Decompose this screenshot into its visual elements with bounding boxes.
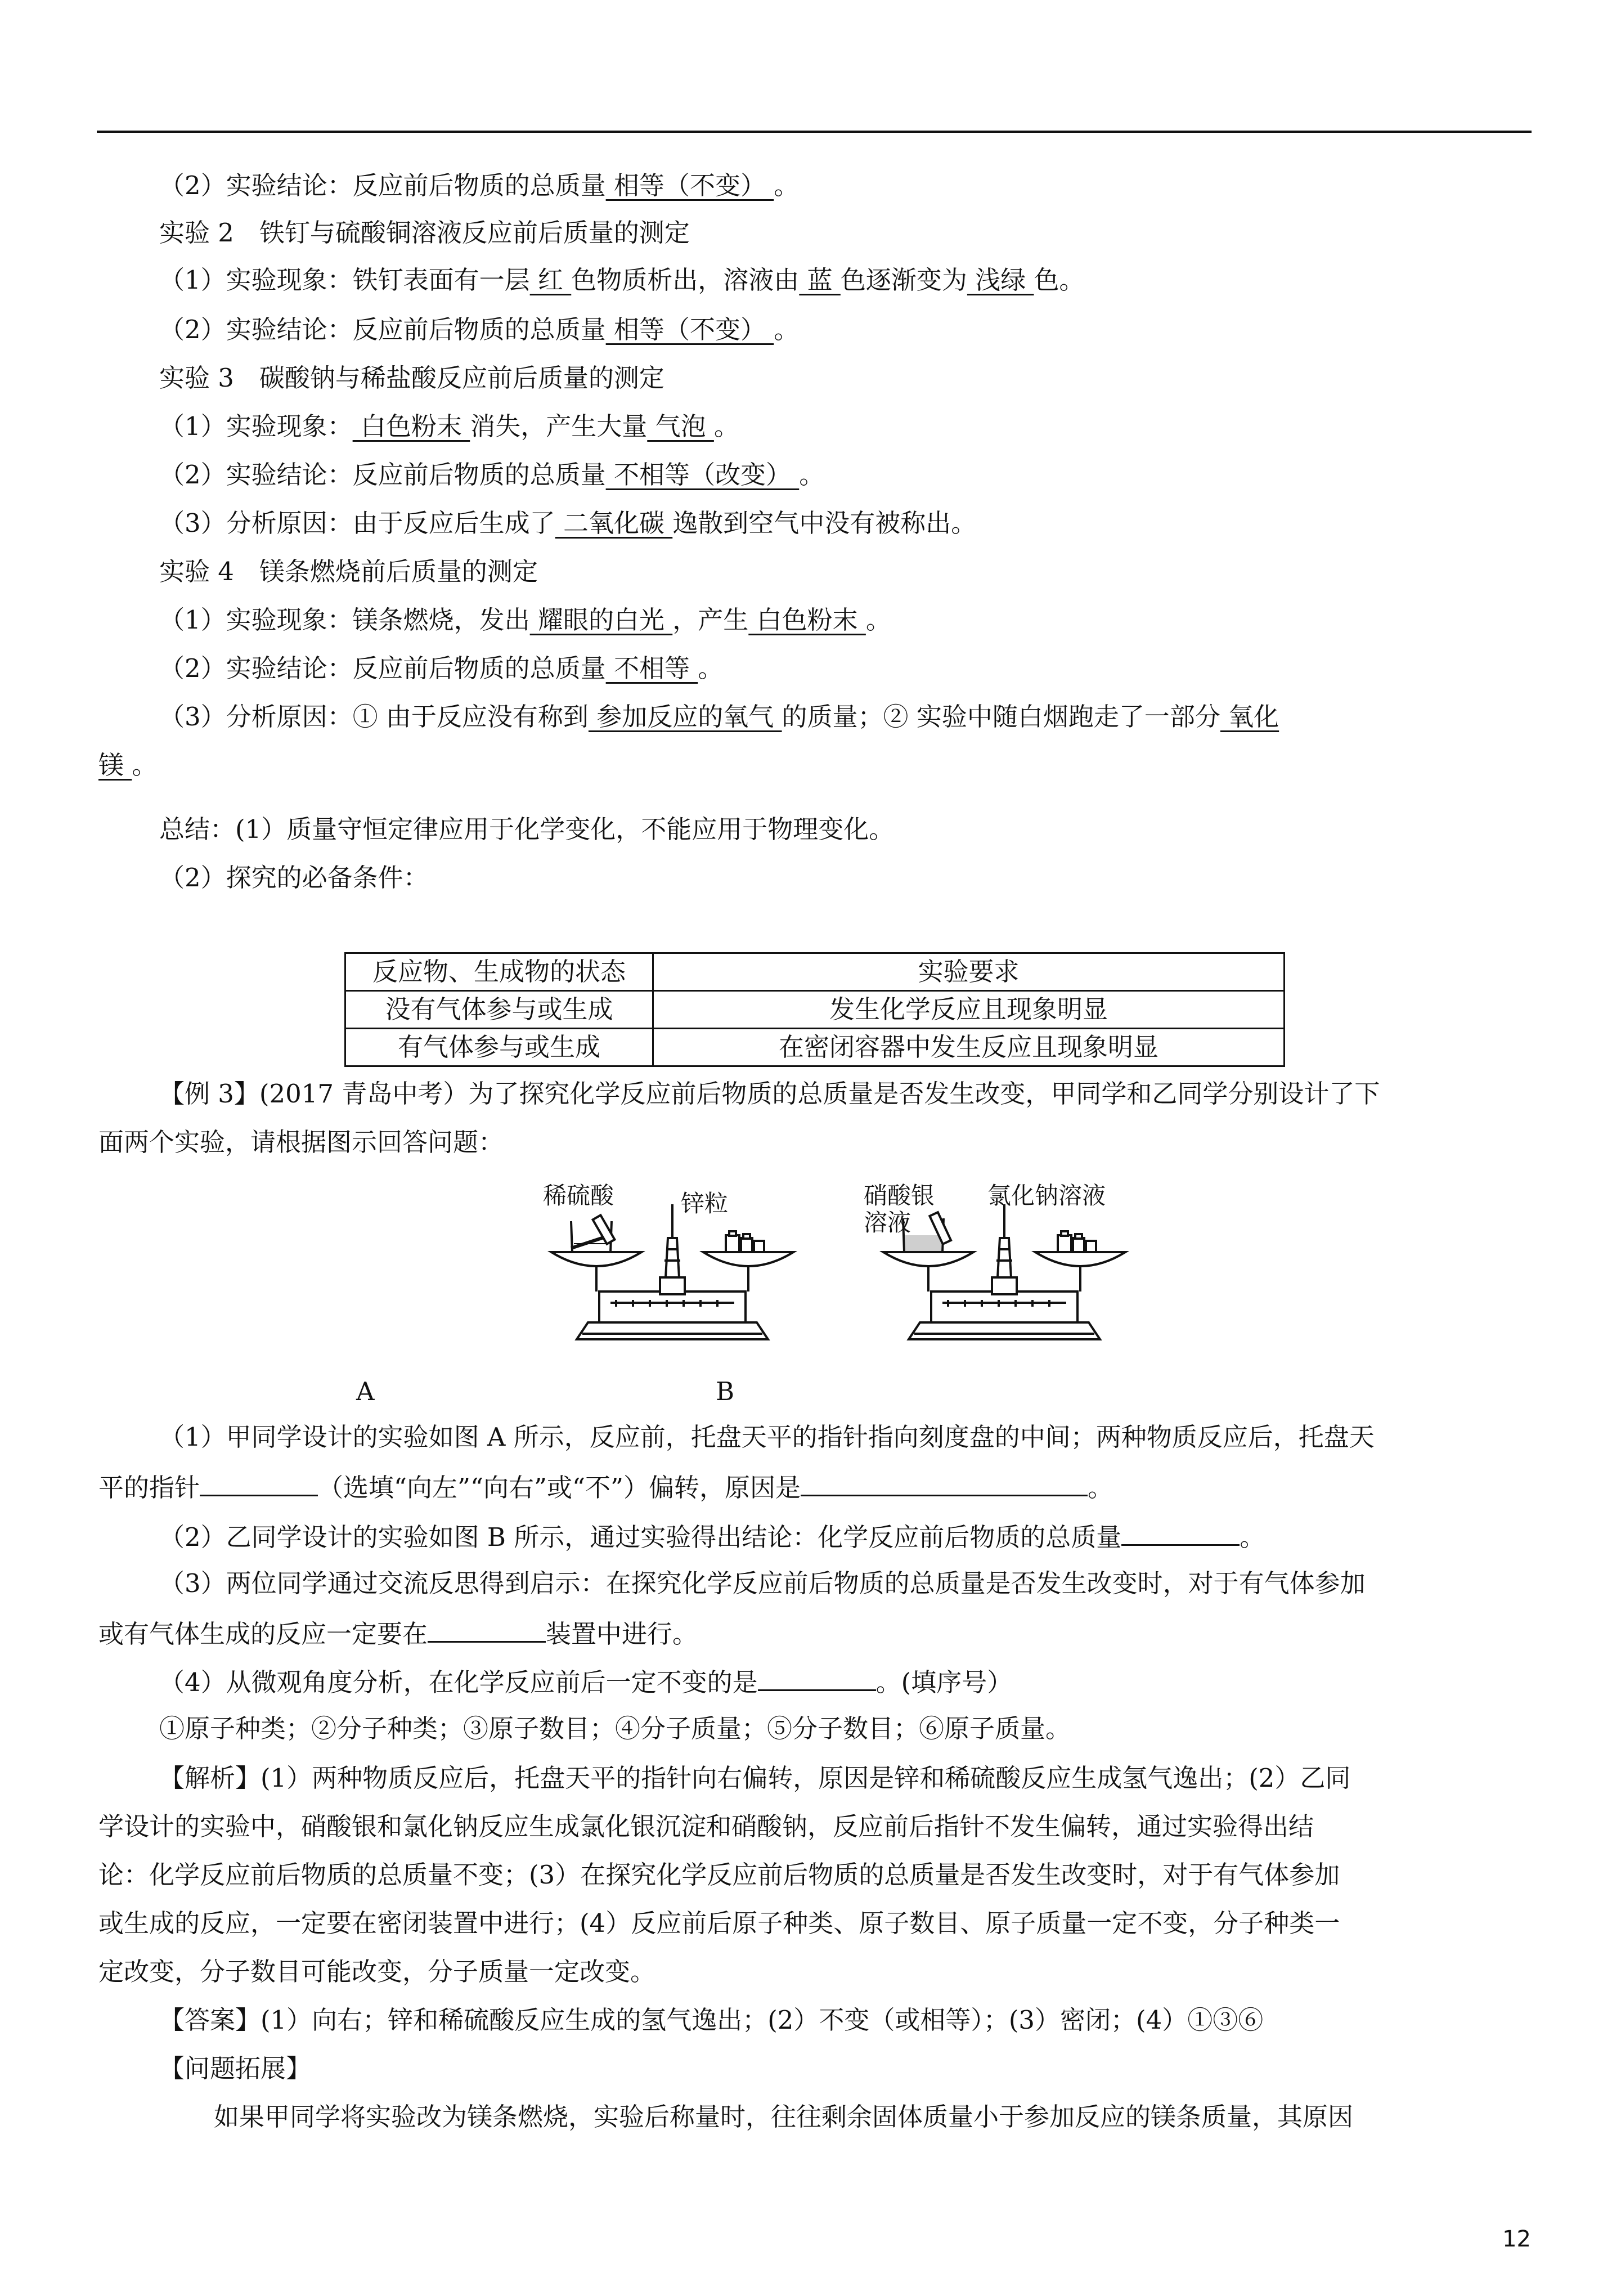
answer-blank[interactable] — [801, 1469, 1088, 1496]
table-cell: 发生化学反应且现象明显 — [653, 991, 1285, 1029]
figure-caption-b: B — [716, 1376, 735, 1406]
answer-blank[interactable] — [1121, 1518, 1240, 1546]
note-line: （1）实验现象：铁钉表面有一层 红 色物质析出，溶液由 蓝 色逐渐变为 浅绿 色。 — [159, 265, 1085, 295]
table-cell: 有气体参与或生成 — [345, 1029, 653, 1066]
balance-b — [883, 1204, 1125, 1339]
filled-answer: 白色粉末 — [748, 605, 866, 635]
table-cell: 在密闭容器中发生反应且现象明显 — [653, 1029, 1285, 1066]
filled-answer: 耀眼的白光 — [529, 605, 673, 635]
experiment-title: 实验 2 铁钉与硫酸铜溶液反应前后质量的测定 — [159, 218, 690, 248]
page-number: 12 — [1502, 2226, 1531, 2252]
table-header: 实验要求 — [653, 953, 1285, 991]
filled-answer: 气泡 — [647, 411, 714, 441]
answer-blank[interactable] — [200, 1469, 318, 1496]
analysis-line: 【解析】(1）两种物质反应后，托盘天平的指针向右偏转，原因是锌和稀硫酸反应生成氢气逸出；(2）乙同 — [159, 1763, 1351, 1793]
analysis-line: 学设计的实验中，硝酸银和氯化钠反应生成氯化银沉淀和硝酸钠，反应前后指针不发生偏转，通过实验得出结 — [98, 1811, 1314, 1841]
filled-answer: 二氧化碳 — [555, 508, 673, 538]
filled-answer: 红 — [529, 265, 572, 295]
analysis-line: 定改变，分子数目可能改变，分子质量一定改变。 — [98, 1957, 656, 1986]
balance-figure — [532, 1182, 1145, 1362]
note-line: （2）实验结论：反应前后物质的总质量 相等（不变） 。 — [159, 315, 800, 344]
analysis-line: 或生成的反应，一定要在密闭装置中进行；(4）反应前后原子种类、原子数目、原子质量一定不变，分子种类一 — [98, 1908, 1340, 1938]
question-1-cont: 平的指针 （选填“向左”“向右”或“不”）偏转，原因是 。 — [98, 1469, 1336, 1505]
question-4-options: ①原子种类；②分子种类；③原子数目；④分子质量；⑤分子数目；⑥原子质量。 — [159, 1714, 1071, 1743]
question-4: （4）从微观角度分析，在化学反应前后一定不变的是 。(填序号） — [159, 1663, 1285, 1699]
filled-answer: 相等（不变） — [605, 171, 774, 200]
question-3: （3）两位同学通过交流反思得到启示：在探究化学反应前后物质的总质量是否发生改变时，对于有气体参加 — [159, 1568, 1366, 1598]
note-line: （1）实验现象： 白色粉末 消失，产生大量 气泡 。 — [159, 411, 739, 441]
experiment-title: 实验 4 镁条燃烧前后质量的测定 — [159, 557, 538, 586]
example-heading: 【例 3】(2017 青岛中考）为了探究化学反应前后物质的总质量是否发生改变，甲同学和乙同学分别设计了下 — [159, 1079, 1380, 1109]
filled-answer: 白色粉末 — [352, 411, 470, 441]
filled-answer: 相等（不变） — [605, 315, 774, 344]
question-1: （1）甲同学设计的实验如图 A 所示，反应前，托盘天平的指针指向刻度盘的中间；两种物质反应后，托盘天 — [159, 1422, 1375, 1452]
question-3-cont: 或有气体生成的反应一定要在 装置中进行。 — [98, 1615, 942, 1651]
note-line: 镁 。 — [98, 750, 158, 780]
label-zinc-granules: 锌粒 — [681, 1190, 729, 1217]
filled-answer: 不相等 — [605, 653, 698, 683]
answer-blank[interactable] — [758, 1663, 876, 1691]
table-header-row — [345, 953, 1285, 991]
table-row — [345, 1029, 1285, 1066]
conditions-table — [344, 952, 1285, 1067]
experiment-title: 实验 3 碳酸钠与稀盐酸反应前后质量的测定 — [159, 363, 664, 393]
summary-line: 总结：(1）质量守恒定律应用于化学变化，不能应用于物理变化。 — [159, 814, 895, 844]
filled-answer: 蓝 — [799, 265, 841, 295]
extension-text: 如果甲同学将实验改为镁条燃烧，实验后称量时，往往剩余固体质量小于参加反应的镁条质量，其原因 — [214, 2102, 1354, 2132]
label-dilute-sulfuric-acid: 稀硫酸 — [543, 1182, 614, 1209]
label-solution: 溶液 — [864, 1209, 911, 1236]
note-line: （2）实验结论：反应前后物质的总质量 不相等（改变） 。 — [159, 460, 825, 490]
note-line: （3）分析原因：① 由于反应没有称到 参加反应的氧气 的质量；② 实验中随白烟跑走了一部分 氧化 — [159, 702, 1279, 732]
header-rule — [97, 131, 1532, 133]
filled-answer: 不相等（改变） — [605, 460, 800, 490]
note-line: （3）分析原因：由于反应后生成了 二氧化碳 逸散到空气中没有被称出。 — [159, 508, 977, 538]
question-2: （2）乙同学设计的实验如图 B 所示，通过实验得出结论：化学反应前后物质的总质量 。 — [159, 1518, 1453, 1554]
answer-blank[interactable] — [428, 1615, 546, 1643]
example-text: 面两个实验，请根据图示回答问题： — [98, 1127, 504, 1157]
filled-answer: 氧化 — [1220, 702, 1279, 732]
table-cell: 没有气体参与或生成 — [345, 991, 653, 1029]
extension-title: 【问题拓展】 — [159, 2053, 312, 2083]
balance-a — [551, 1204, 793, 1339]
note-line: （1）实验现象：镁条燃烧，发出 耀眼的白光 ，产生 白色粉末 。 — [159, 605, 891, 635]
filled-answer: 浅绿 — [967, 265, 1034, 295]
answer-line: 【答案】(1）向右；锌和稀硫酸反应生成的氢气逸出；(2）不变（或相等）；(3）密闭；(4）①③⑥ — [159, 2005, 1264, 2035]
table-row — [345, 991, 1285, 1029]
label-sodium-chloride-solution: 氯化钠溶液 — [987, 1182, 1106, 1209]
note-line: （2）实验结论：反应前后物质的总质量 相等（不变） 。 — [159, 171, 800, 200]
note-line: （2）实验结论：反应前后物质的总质量 不相等 。 — [159, 653, 724, 683]
label-silver-nitrate: 硝酸银 — [864, 1182, 935, 1209]
summary-line: （2）探究的必备条件： — [159, 863, 429, 893]
filled-answer: 参加反应的氧气 — [588, 702, 782, 732]
filled-answer: 镁 — [98, 750, 132, 780]
table-header: 反应物、生成物的状态 — [345, 953, 653, 991]
figure-caption-a: A — [356, 1376, 375, 1406]
analysis-line: 论：化学反应前后物质的总质量不变；(3）在探究化学反应前后物质的总质量是否发生改变时，对于有气体参加 — [98, 1860, 1340, 1890]
